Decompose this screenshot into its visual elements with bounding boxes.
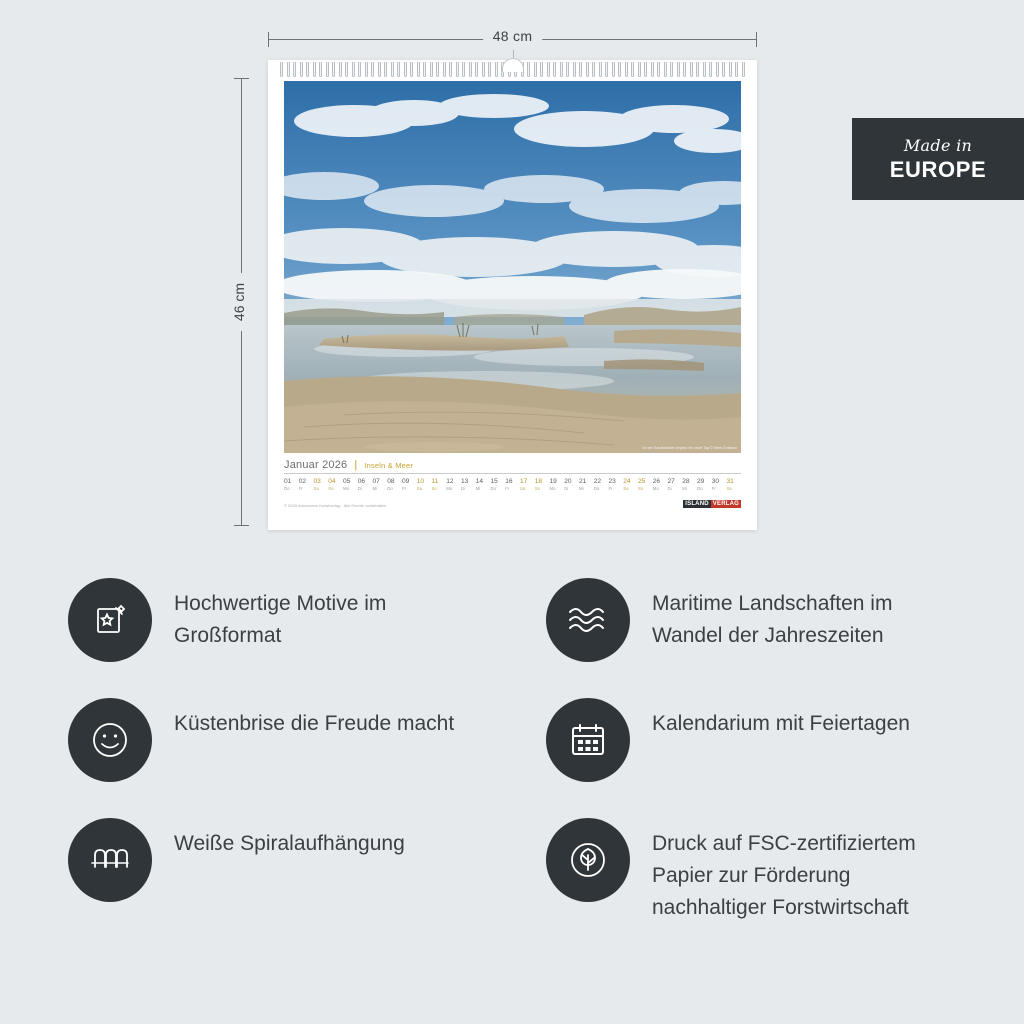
calendar-day-number: 04 (328, 478, 336, 485)
calendar-day (284, 478, 298, 491)
width-dimension-label: 48 cm (483, 28, 543, 44)
calendar-day-weekday: Fr (711, 486, 716, 492)
calendar-day (668, 478, 682, 491)
calendar-day-number: 16 (505, 478, 513, 485)
calendar-day-number: 14 (475, 478, 484, 485)
calendar-day-weekday: Sa (726, 486, 732, 492)
hanger-hook-icon (502, 58, 524, 74)
calendar-day (328, 478, 342, 491)
calendar-day-number: 08 (387, 478, 395, 485)
calendar-day (520, 478, 534, 491)
calendar-day-weekday: So (328, 486, 334, 492)
calendar-day (564, 478, 578, 491)
feature-list (68, 566, 968, 948)
calendar-day (314, 478, 328, 491)
calendar-day (623, 478, 637, 491)
calendar-footer (284, 459, 741, 491)
calendar-series-label: Inseln & Meer (364, 461, 414, 470)
badge-region-label: EUROPE (889, 156, 987, 182)
calendar-day (682, 478, 696, 491)
feature-text: Küstenbrise die Freude macht (174, 712, 455, 735)
calendar-day-weekday: Fr (505, 486, 510, 492)
feature-text: Hochwertige Motive im Großformat (174, 592, 387, 647)
calendar-day-weekday: Sa (416, 486, 423, 492)
calendar-day (535, 478, 549, 491)
calendar-day (727, 478, 741, 491)
calendar-day-weekday: Mo (446, 486, 453, 492)
calendar-day-weekday: Do (697, 486, 703, 492)
calendar-day-number: 01 (284, 478, 292, 485)
calendar-day (432, 478, 446, 491)
width-dimension-cap-right (756, 32, 757, 47)
width-dimension (268, 30, 757, 48)
photo-credit: An den Sandstränden beginnt ein neuer Tag © Dieter Erdmann (642, 446, 737, 450)
calendar-day-weekday: Mi (475, 486, 481, 492)
calendar-day-number: 13 (461, 478, 469, 485)
smiley-icon (68, 698, 152, 782)
calendar-day-weekday: Mo (652, 486, 659, 492)
feature-item (546, 686, 968, 806)
calendar-day-weekday: Di (357, 486, 362, 492)
calendar-day (550, 478, 564, 491)
calendar-day (402, 478, 416, 491)
calendar-day-weekday: So (638, 486, 644, 492)
height-dimension-label: 46 cm (227, 273, 251, 331)
calendar-day-number: 21 (579, 478, 587, 485)
calendar-month-row (284, 459, 741, 474)
calendar-bottom-bar (284, 500, 741, 514)
calendar-day-weekday: Di (461, 486, 466, 492)
calendar-day-weekday: So (534, 486, 541, 492)
feature-text: Maritime Landschaften im Wandel der Jahreszeiten (652, 592, 893, 647)
calendar-day-strip (284, 478, 741, 491)
calendar-day-number: 19 (549, 478, 557, 485)
spiral-binding (268, 60, 757, 80)
feature-item (68, 566, 546, 686)
calendar-day-weekday: Fr (298, 486, 303, 492)
height-dimension-cap-top (234, 78, 249, 79)
calendar-day (712, 478, 726, 491)
calendar-day-number: 07 (372, 478, 380, 485)
calendar-day-weekday: So (431, 486, 437, 492)
calendar-day-number: 18 (534, 478, 543, 485)
calendar-day-weekday: Mi (682, 486, 687, 492)
calendar-day (417, 478, 431, 491)
calendar-day (638, 478, 652, 491)
feature-item (546, 806, 968, 948)
calendar-day-weekday: Sa (313, 486, 319, 492)
calendar-day-number: 15 (490, 478, 498, 485)
calendar-day-number: 28 (682, 478, 690, 485)
calendar-day-weekday: Fr (608, 486, 613, 492)
calendar-day-weekday: Fr (402, 486, 407, 492)
calendar-product (268, 60, 757, 530)
calendar-day-weekday: Mo (549, 486, 556, 492)
height-dimension (232, 78, 250, 526)
poster-star-icon (68, 578, 152, 662)
calendar-day (697, 478, 711, 491)
feature-item (546, 566, 968, 686)
calendar-day (594, 478, 608, 491)
publisher-logo (683, 500, 741, 508)
calendar-day-number: 20 (564, 478, 572, 485)
waves-icon (546, 578, 630, 662)
calendar-day-number: 26 (652, 478, 661, 485)
calendar-day-number: 25 (638, 478, 646, 485)
calendar-day-weekday: Di (667, 486, 672, 492)
calendar-day (505, 478, 519, 491)
calendar-day (343, 478, 357, 491)
calendar-day-weekday: Do (284, 486, 290, 492)
calendar-day-number: 17 (520, 478, 528, 485)
calendar-day-number: 05 (343, 478, 351, 485)
made-in-europe-badge (852, 118, 1024, 200)
calendar-day-number: 22 (593, 478, 602, 485)
calendar-day (387, 478, 401, 491)
calendar-day (299, 478, 313, 491)
calendar-day-number: 06 (357, 478, 366, 485)
calendar-day (609, 478, 623, 491)
calendar-day-weekday: Do (593, 486, 600, 492)
calendar-day-number: 12 (446, 478, 454, 485)
badge-made-label: Made in (903, 135, 973, 155)
calendar-day (476, 478, 490, 491)
feature-item (68, 806, 546, 948)
calendar-day-number: 30 (711, 478, 720, 485)
calendar-day (491, 478, 505, 491)
publisher-logo-right: VERLAG (712, 501, 739, 508)
height-dimension-cap-bottom (234, 525, 249, 526)
calendar-day-number: 10 (416, 478, 425, 485)
calendar-month-label: Januar 2026 (284, 459, 348, 471)
calendar-day (373, 478, 387, 491)
feature-text: Weiße Spiralaufhängung (174, 832, 405, 855)
calendar-day (461, 478, 475, 491)
feature-item (68, 686, 546, 806)
calendar-icon (546, 698, 630, 782)
calendar-day-number: 31 (726, 478, 734, 485)
calendar-day-weekday: Mi (372, 486, 378, 492)
calendar-day-number: 23 (608, 478, 616, 485)
calendar-separator: | (354, 459, 358, 471)
calendar-day-weekday: Do (490, 486, 496, 492)
calendar-day-number: 29 (697, 478, 705, 485)
calendar-day-number: 09 (402, 478, 410, 485)
calendar-day-weekday: Mi (579, 486, 584, 492)
width-dimension-cap-left (268, 32, 269, 47)
calendar-copyright: © 2025 Ackermann Kunstverlag · Alle Rechte vorbehalten (284, 503, 387, 509)
calendar-day-number: 24 (623, 478, 631, 485)
spiral-binding-icon (68, 818, 152, 902)
feature-text: Druck auf FSC-zertifiziertem Papier zur Förderung nachhaltiger Forstwirtschaft (652, 832, 916, 919)
calendar-day-number: 27 (667, 478, 675, 485)
calendar-day (653, 478, 667, 491)
calendar-photo (284, 81, 741, 453)
calendar-day-number: 11 (431, 478, 439, 485)
calendar-day-weekday: Mo (343, 486, 349, 492)
calendar-day-number: 03 (313, 478, 321, 485)
calendar-day-weekday: Sa (623, 486, 629, 492)
calendar-day (579, 478, 593, 491)
calendar-day (358, 478, 372, 491)
calendar-day (446, 478, 460, 491)
calendar-day-weekday: Sa (520, 486, 526, 492)
calendar-day-weekday: Di (564, 486, 569, 492)
feature-text: Kalendarium mit Feiertagen (652, 712, 910, 735)
tree-fsc-icon (546, 818, 630, 902)
calendar-day-number: 02 (298, 478, 307, 485)
publisher-logo-left: ISLAND (685, 501, 709, 508)
calendar-day-weekday: Do (387, 486, 393, 492)
